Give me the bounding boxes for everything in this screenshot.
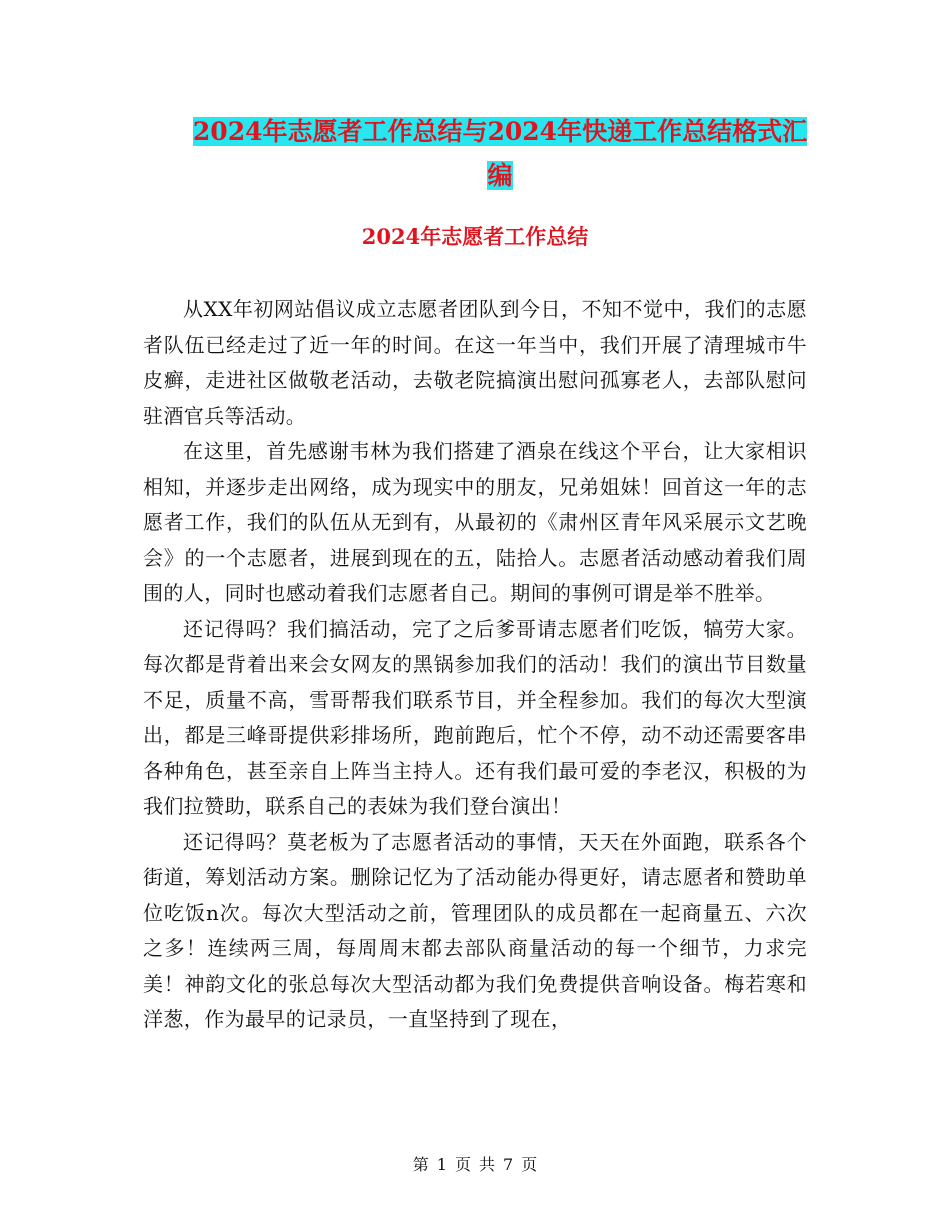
document-title <box>185 110 815 198</box>
footer-total-label: 共 <box>479 1155 496 1174</box>
paragraph: 从XX年初网站倡议成立志愿者团队到今日，不知不觉中，我们的志愿者队伍已经走过了近一年的时间。在这一年当中，我们开展了清理城市牛皮癣，走进社区做敬老活动，去敬老院搞演出慰问孤寡老人，去部队慰问驻酒官兵等活动。 <box>143 297 807 428</box>
footer-page-label: 第 <box>412 1155 429 1174</box>
footer-total-unit: 页 <box>521 1155 538 1174</box>
page-footer <box>0 1154 950 1176</box>
footer-current-page: 1 <box>436 1155 447 1174</box>
document-title-text: 2024年志愿者工作总结与2024年快递工作总结格式汇编 <box>192 117 808 190</box>
section-title: 2024年志愿者工作总结 <box>361 224 589 249</box>
paragraph: 还记得吗？莫老板为了志愿者活动的事情，天天在外面跑，联系各个街道，筹划活动方案。删除记忆为了活动能办得更好，请志愿者和赞助单位吃饭n次。每次大型活动之前，管理团队的成员都在一起商量五、六次之多！连续两三周，每周周末都去部队商量活动的每一个细节，力求完美！神韵文化的张总每次大型活动都为我们免费提供音响设备。梅若寒和洋葱，作为最早的记录员，一直坚持到了现在， <box>143 829 807 1031</box>
document-body <box>143 292 807 1038</box>
footer-page-unit: 页 <box>454 1155 471 1174</box>
paragraph: 还记得吗？我们搞活动，完了之后爹哥请志愿者们吃饭，犒劳大家。每次都是背着出来会女网友的黑锅参加我们的活动！我们的演出节目数量不足，质量不高，雪哥帮我们联系节目，并全程参加。我们的每次大型演出，都是三峰哥提供彩排场所，跑前跑后，忙个不停，动不动还需要客串各种角色，甚至亲自上阵当主持人。还有我们最可爱的李老汉，积极的为我们拉赞助，联系自己的表妹为我们登台演出！ <box>143 616 807 818</box>
footer-total-pages: 7 <box>503 1155 514 1174</box>
paragraph: 在这里，首先感谢韦林为我们搭建了酒泉在线这个平台，让大家相识相知，并逐步走出网络，成为现实中的朋友，兄弟姐妹！回首这一年的志愿者工作，我们的队伍从无到有，从最初的《肃州区青年风采展示文艺晚会》的一个志愿者，进展到现在的五，陆拾人。志愿者活动感动着我们周围的人，同时也感动着我们志愿者自己。期间的事例可谓是举不胜举。 <box>143 439 807 605</box>
